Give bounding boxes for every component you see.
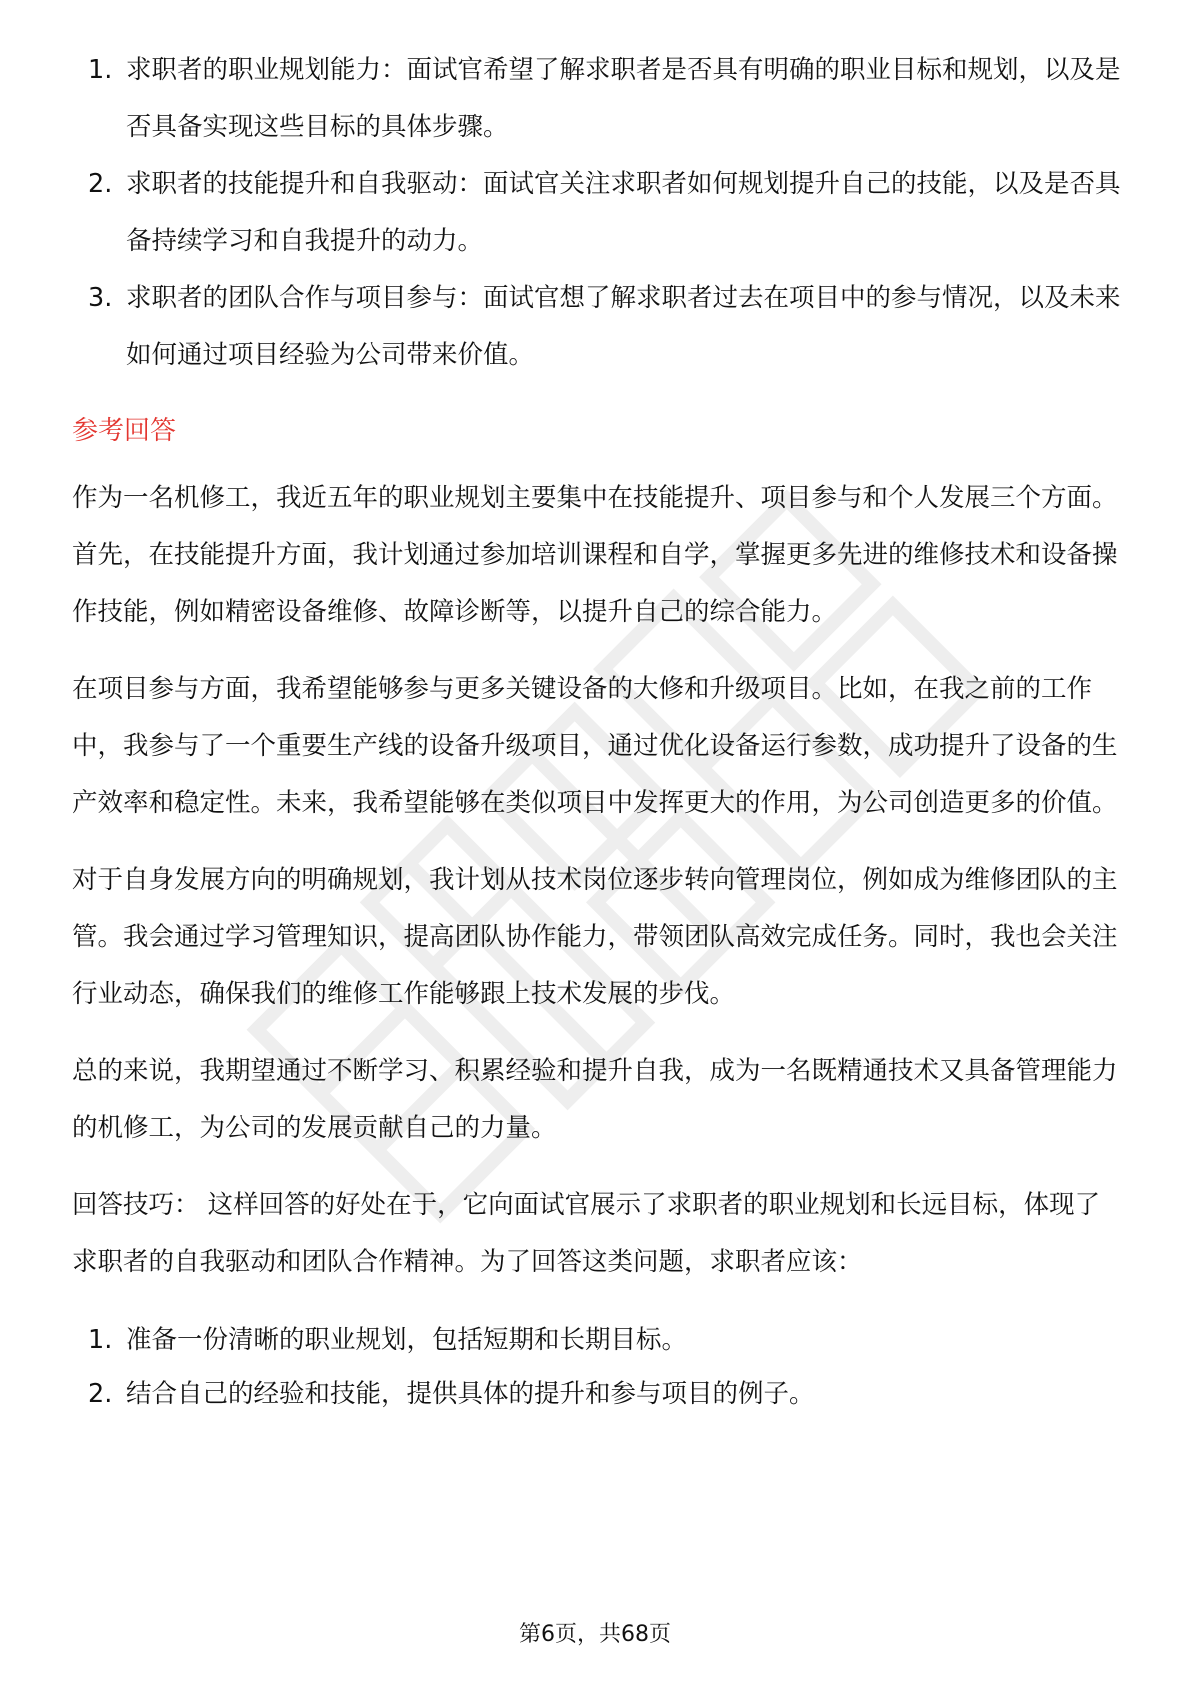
answer-heading: 参考回答 — [72, 416, 177, 446]
answer-paragraph: 对于自身发展方向的明确规划，我计划从技术岗位逐步转向管理岗位，例如成为维修团队的主管。我会通过学习管理知识，提高团队协作能力，带领团队高效完成任务。同时，我也会关注行业动态，确保我们的维修工作能够跟上技术发展的步伐。 — [72, 865, 1118, 1009]
list-item — [72, 1367, 1122, 1421]
page-content — [72, 42, 1122, 1421]
answer-paragraph: 作为一名机修工，我近五年的职业规划主要集中在技能提升、项目参与和个人发展三个方面。首先，在技能提升方面，我计划通过参加培训课程和自学，掌握更多先进的维修技术和设备操作技能，例如精密设备维修、故障诊断等，以提升自己的综合能力。 — [72, 483, 1118, 627]
list-number: 2. — [88, 169, 113, 199]
list-item — [72, 1313, 1122, 1367]
list-item-text: 求职者的技能提升和自我驱动：面试官关注求职者如何规划提升自己的技能，以及是否具备持续学习和自我提升的动力。 — [126, 169, 1121, 256]
list-item — [72, 42, 1122, 156]
list-item-text: 结合自己的经验和技能，提供具体的提升和参与项目的例子。 — [126, 1379, 815, 1409]
list-item — [72, 270, 1122, 384]
tips-paragraph: 回答技巧： 这样回答的好处在于，它向面试官展示了求职者的职业规划和长远目标，体现了求职者的自我驱动和团队合作精神。为了回答这类问题，求职者应该： — [72, 1190, 1101, 1277]
page-number-footer: 第6页，共68页 — [519, 1622, 671, 1647]
answer-paragraph: 在项目参与方面，我希望能够参与更多关键设备的大修和升级项目。比如，在我之前的工作中，我参与了一个重要生产线的设备升级项目，通过优化设备运行参数，成功提升了设备的生产效率和稳定性。未来，我希望能够在类似项目中发挥更大的作用，为公司创造更多的价值。 — [72, 674, 1118, 818]
list-number: 3. — [88, 283, 113, 313]
list-item-text: 求职者的团队合作与项目参与：面试官想了解求职者过去在项目中的参与情况，以及未来如何通过项目经验为公司带来价值。 — [126, 283, 1121, 370]
list-item-text: 求职者的职业规划能力：面试官希望了解求职者是否具有明确的职业目标和规划，以及是否具备实现这些目标的具体步骤。 — [126, 55, 1121, 142]
list-number: 2. — [88, 1379, 113, 1409]
list-item — [72, 156, 1122, 270]
list-item-text: 准备一份清晰的职业规划，包括短期和长期目标。 — [126, 1325, 688, 1355]
list-number: 1. — [88, 55, 113, 85]
tips-list — [72, 1313, 1122, 1421]
intro-list — [72, 42, 1122, 384]
answer-paragraph: 总的来说，我期望通过不断学习、积累经验和提升自我，成为一名既精通技术又具备管理能力的机修工，为公司的发展贡献自己的力量。 — [72, 1056, 1118, 1143]
list-number: 1. — [88, 1325, 113, 1355]
